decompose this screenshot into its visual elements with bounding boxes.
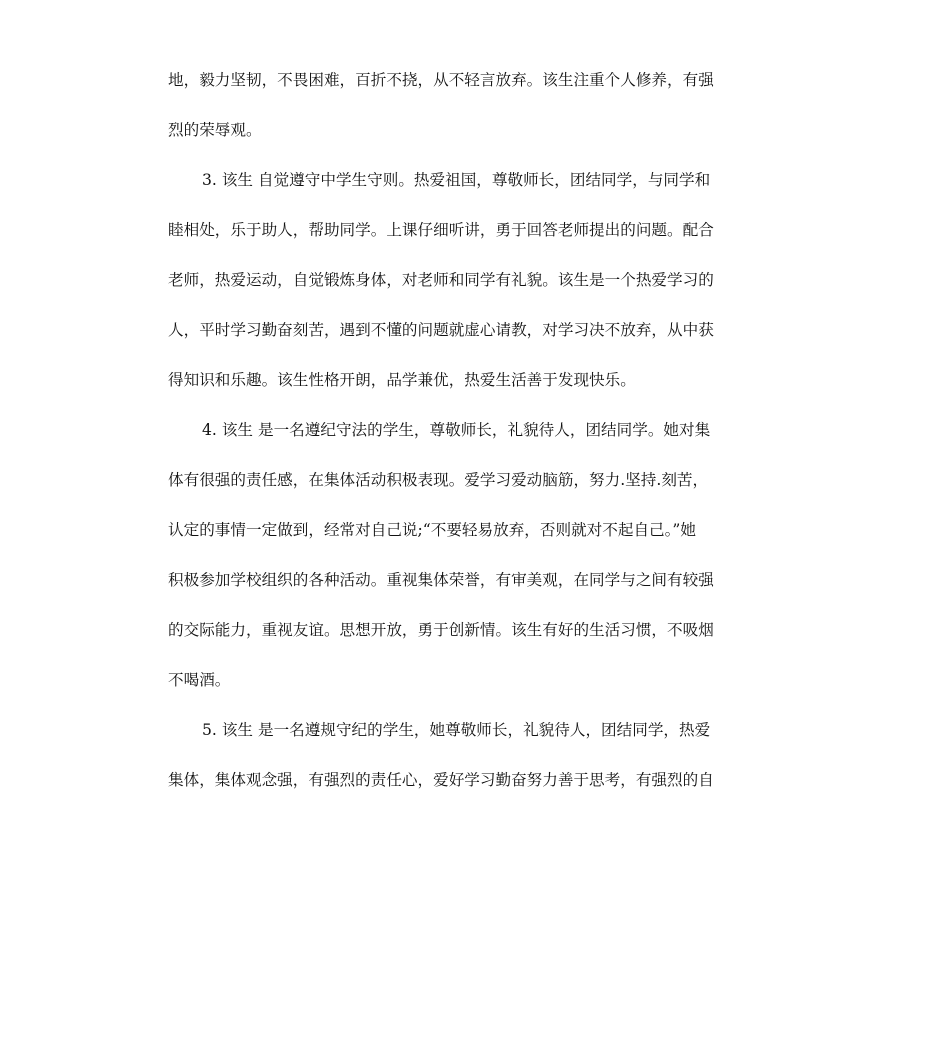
paragraph-4-first-line: 4. 该生 是一名遵纪守法的学生，尊敬师长，礼貌待人，团结同学。她对集 bbox=[202, 421, 711, 439]
text-line: 老师，热爱运动，自觉锻炼身体，对老师和同学有礼貌。该生是一个热爱学习的 bbox=[168, 271, 714, 289]
text-line: 积极参加学校组织的各种活动。重视集体荣誉，有审美观，在同学与之间有较强 bbox=[168, 571, 714, 589]
text-line: 体有很强的责任感，在集体活动积极表现。爱学习爱动脑筋，努力.坚持.刻苦， bbox=[168, 471, 709, 489]
text-line: 集体，集体观念强，有强烈的责任心，爱好学习勤奋努力善于思考，有强烈的自 bbox=[168, 771, 714, 789]
paragraph-3-first-line: 3. 该生 自觉遵守中学生守则。热爱祖国，尊敬师长，团结同学，与同学和 bbox=[202, 171, 711, 189]
text-line: 认定的事情一定做到，经常对自己说;“不要轻易放弃，否则就对不起自己。”她 bbox=[168, 521, 696, 539]
text-line: 烈的荣辱观。 bbox=[168, 121, 262, 139]
text-line: 的交际能力，重视友谊。思想开放，勇于创新情。该生有好的生活习惯，不吸烟 bbox=[168, 621, 714, 639]
text-line: 地，毅力坚韧，不畏困难，百折不挠，从不轻言放弃。该生注重个人修养，有强 bbox=[168, 71, 714, 89]
text-line: 得知识和乐趣。该生性格开朗，品学兼优，热爱生活善于发现快乐。 bbox=[168, 371, 636, 389]
paragraph-5-first-line: 5. 该生 是一名遵规守纪的学生，她尊敬师长，礼貌待人，团结同学，热爱 bbox=[202, 721, 711, 739]
text-line: 人，平时学习勤奋刻苦，遇到不懂的问题就虚心请教，对学习决不放弃，从中获 bbox=[168, 321, 714, 339]
text-line: 睦相处，乐于助人，帮助同学。上课仔细听讲，勇于回答老师提出的问题。配合 bbox=[168, 221, 714, 239]
text-line: 不喝酒。 bbox=[168, 671, 231, 689]
